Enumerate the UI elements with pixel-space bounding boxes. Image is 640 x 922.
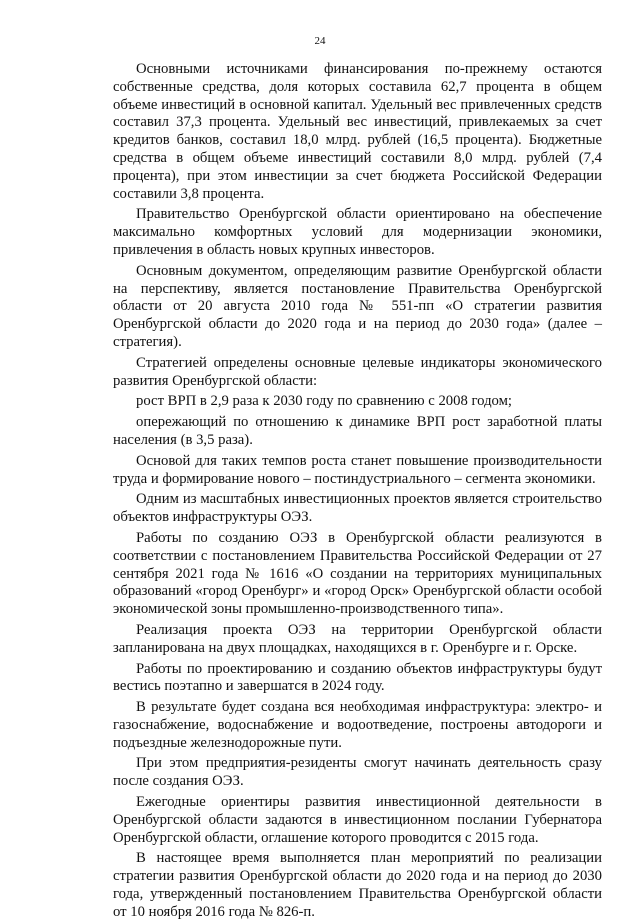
paragraph-wage-growth: опережающий по отношению к динамике ВРП рост заработной платы населения (в 3,5 раза). — [113, 414, 602, 448]
paragraph-government-orientation: Правительство Оренбургской области ориентировано на обеспечение максимально комфортных условий для модернизации экономики, привлечения в область новых крупных инвесторов. — [113, 206, 602, 258]
document-body — [113, 61, 602, 922]
paragraph-grp-growth: рост ВРП в 2,9 раза к 2030 году по сравнению с 2008 годом; — [136, 393, 512, 410]
paragraph-main-document: Основным документом, определяющим развитие Оренбургской области на перспективу, является постановление Правительства Оренбургской области от 20 августа 2010 года № 551-пп «О стратегии развития Оренбургской области до 2020 года и на период до 2030 года» (далее – стратегия). — [113, 262, 602, 350]
paragraph-investment-message: Ежегодные ориентиры развития инвестиционной деятельности в Оренбургской области задаются в инвестиционном послании Губернатора Оренбургской области, оглашение которого проводится с 2015 года. — [113, 794, 602, 846]
paragraph-productivity: Основой для таких темпов роста станет повышение производительности труда и формирование нового – постиндустриального – сегмента экономики. — [113, 452, 602, 487]
paragraph-infrastructure: В результате будет создана вся необходимая инфраструктура: электро- и газоснабжение, водоснабжение и водоотведение, построены автодороги и подъездные железнодорожные пути. — [113, 699, 602, 751]
paragraph-action-plan: В настоящее время выполняется план мероприятий по реализации стратегии развития Оренбургской области до 2020 года и на период до 2030 года, утвержденный постановлением Правительства Оренбургской области от 10 ноября 2016 года № 826-п. — [113, 850, 602, 920]
paragraph-sez-project: Одним из масштабных инвестиционных проектов является строительство объектов инфраструктуры ОЭЗ. — [113, 491, 602, 526]
paragraph-strategy-indicators: Стратегией определены основные целевые индикаторы экономического развития Оренбургской области: — [113, 354, 602, 389]
page-number: 24 — [314, 35, 326, 47]
paragraph-sez-schedule: Работы по проектированию и созданию объектов инфраструктуры будут вестись поэтапно и завершатся в 2024 году. — [113, 660, 602, 695]
paragraph-financing-sources: Основными источниками финансирования по-прежнему остаются собственные средства, доля которых составила 62,7 процента в общем объеме инвестиций в основной капитал. Удельный вес привлеченных средств составил 37,3 процента. Удельный вес инвестиций, привлекаемых за счет кредитов банков, составил 18,0 млрд. рублей (16,5 процента). Бюджетные средства в общем объеме инвестиций составили 8,0 млрд. рублей (7,4 процента), при этом инвестиции за счет бюджета Российской Федерации составили 3,8 процента. — [113, 61, 602, 202]
paragraph-sez-sites: Реализация проекта ОЭЗ на территории Оренбургской области запланирована на двух площадках, находящихся в г. Оренбурге и г. Орске. — [113, 621, 602, 656]
paragraph-sez-decree: Работы по созданию ОЭЗ в Оренбургской области реализуются в соответствии с постановлением Правительства Российской Федерации от 27 сентября 2021 года № 1616 «О создании на территориях муниципальных образований «город Оренбург» и «город Орск» Оренбургской области особой экономической зоны промышленно-производственного типа». — [113, 529, 602, 618]
paragraph-residents: При этом предприятия-резиденты смогут начинать деятельность сразу после создания ОЭЗ. — [113, 755, 602, 790]
